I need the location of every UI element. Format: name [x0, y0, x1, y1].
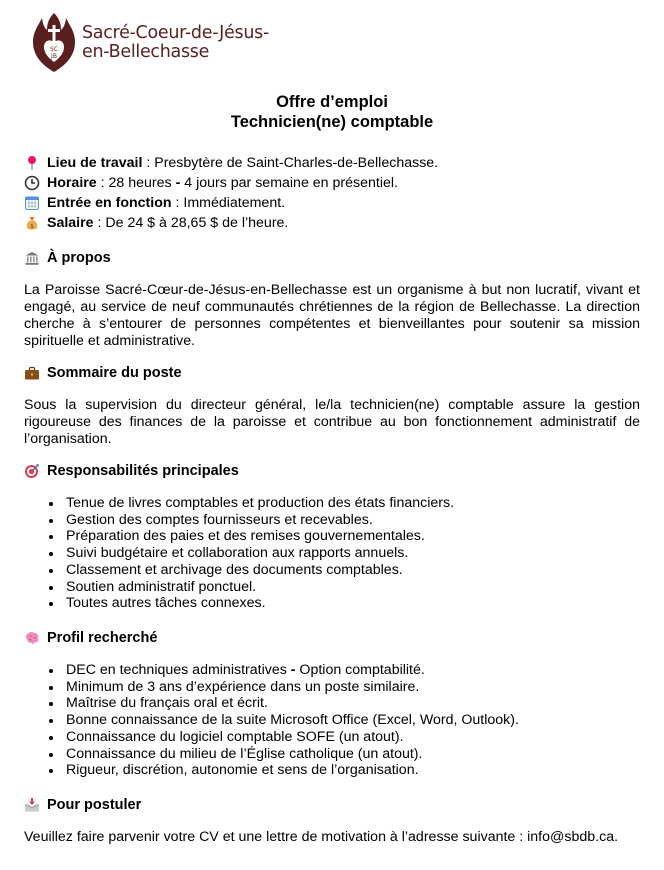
responsibilities-list	[24, 495, 640, 612]
bank-icon	[24, 250, 40, 266]
profile-list	[24, 662, 640, 779]
list-item: Tenue de livres comptables et production des états financiers.	[66, 495, 640, 512]
inbox-tray-icon	[24, 797, 40, 813]
section-heading: Responsabilités principales	[24, 461, 640, 481]
about-paragraph: La Paroisse Sacré-Cœur-de-Jésus-en-Bellechasse est un organisme à but non lucratif, vivant et engagé, au service de neuf communautés chrétiennes de la région de Bellechasse. La direction cherche à s’entourer de personnes compétentes et bienveillantes pour soutenir sa mission spirituelle et administrative.	[24, 282, 640, 349]
summary-paragraph: Sous la supervision du directeur général, le/la technicien(ne) comptable assure la gestion rigoureuse des finances de la paroisse et contribue au bon fonctionnement administratif de l’organisation.	[24, 397, 640, 447]
logo-line-2: en-Bellechasse	[82, 42, 210, 62]
logo-line-1: Sacré-Coeur-de-Jésus-	[82, 23, 269, 43]
list-item: Maîtrise du français oral et écrit.	[66, 695, 640, 712]
section-responsibilities	[24, 461, 640, 612]
info-schedule: Horaire : 28 heures - 4 jours par semaine en présentiel.	[24, 173, 640, 193]
section-heading: À propos	[24, 248, 640, 268]
section-heading: Sommaire du poste	[24, 363, 640, 383]
list-item: Classement et archivage des documents comptables.	[66, 562, 640, 579]
list-item: DEC en techniques administratives - Option comptabilité.	[66, 662, 640, 679]
list-item: Suivi budgétaire et collaboration aux rapports annuels.	[66, 545, 640, 562]
list-item: Minimum de 3 ans d’expérience dans un poste similaire.	[66, 679, 640, 696]
flaming-heart-logo-icon	[30, 12, 78, 74]
title-line-1: Offre d’emploi	[276, 93, 388, 111]
page-title	[0, 92, 664, 132]
money-bag-icon	[24, 215, 40, 231]
logo-wordmark	[82, 24, 269, 62]
parish-logo	[30, 12, 269, 74]
list-item: Connaissance du logiciel comptable SOFE (un atout).	[66, 729, 640, 746]
list-item: Soutien administratif ponctuel.	[66, 579, 640, 596]
job-info-list	[24, 153, 640, 233]
section-heading: Profil recherché	[24, 628, 640, 648]
pushpin-icon	[24, 155, 40, 171]
svg-text:JB: JB	[51, 53, 57, 60]
section-heading: Pour postuler	[24, 795, 640, 815]
list-item: Préparation des paies et des remises gouvernementales.	[66, 528, 640, 545]
list-item: Rigueur, discrétion, autonomie et sens de l’organisation.	[66, 762, 640, 779]
title-line-2: Technicien(ne) comptable	[230, 113, 434, 131]
apply-paragraph: Veuillez faire parvenir votre CV et une lettre de motivation à l’adresse suivante : info@sbdb.ca.	[24, 829, 619, 845]
calendar-icon	[24, 195, 40, 211]
info-start-date: Entrée en fonction : Immédiatement.	[24, 193, 640, 213]
info-location: Lieu de travail : Presbytère de Saint-Charles-de-Bellechasse.	[24, 153, 640, 173]
section-about	[24, 248, 640, 350]
svg-text:SC: SC	[50, 46, 58, 53]
brain-icon	[24, 630, 40, 646]
list-item: Bonne connaissance de la suite Microsoft Office (Excel, Word, Outlook).	[66, 712, 640, 729]
target-icon	[24, 463, 40, 479]
section-profile	[24, 628, 640, 779]
clock-icon	[24, 175, 40, 191]
list-item: Toutes autres tâches connexes.	[66, 595, 640, 612]
section-summary	[24, 363, 640, 448]
list-item: Gestion des comptes fournisseurs et recevables.	[66, 512, 640, 529]
list-item: Connaissance du milieu de l’Église catholique (un atout).	[66, 746, 640, 763]
info-salary: $ Salaire : De 24 $ à 28,65 $ de l’heure.	[24, 213, 640, 233]
section-apply	[24, 795, 640, 846]
svg-text:$: $	[30, 223, 34, 230]
briefcase-icon	[24, 365, 40, 381]
